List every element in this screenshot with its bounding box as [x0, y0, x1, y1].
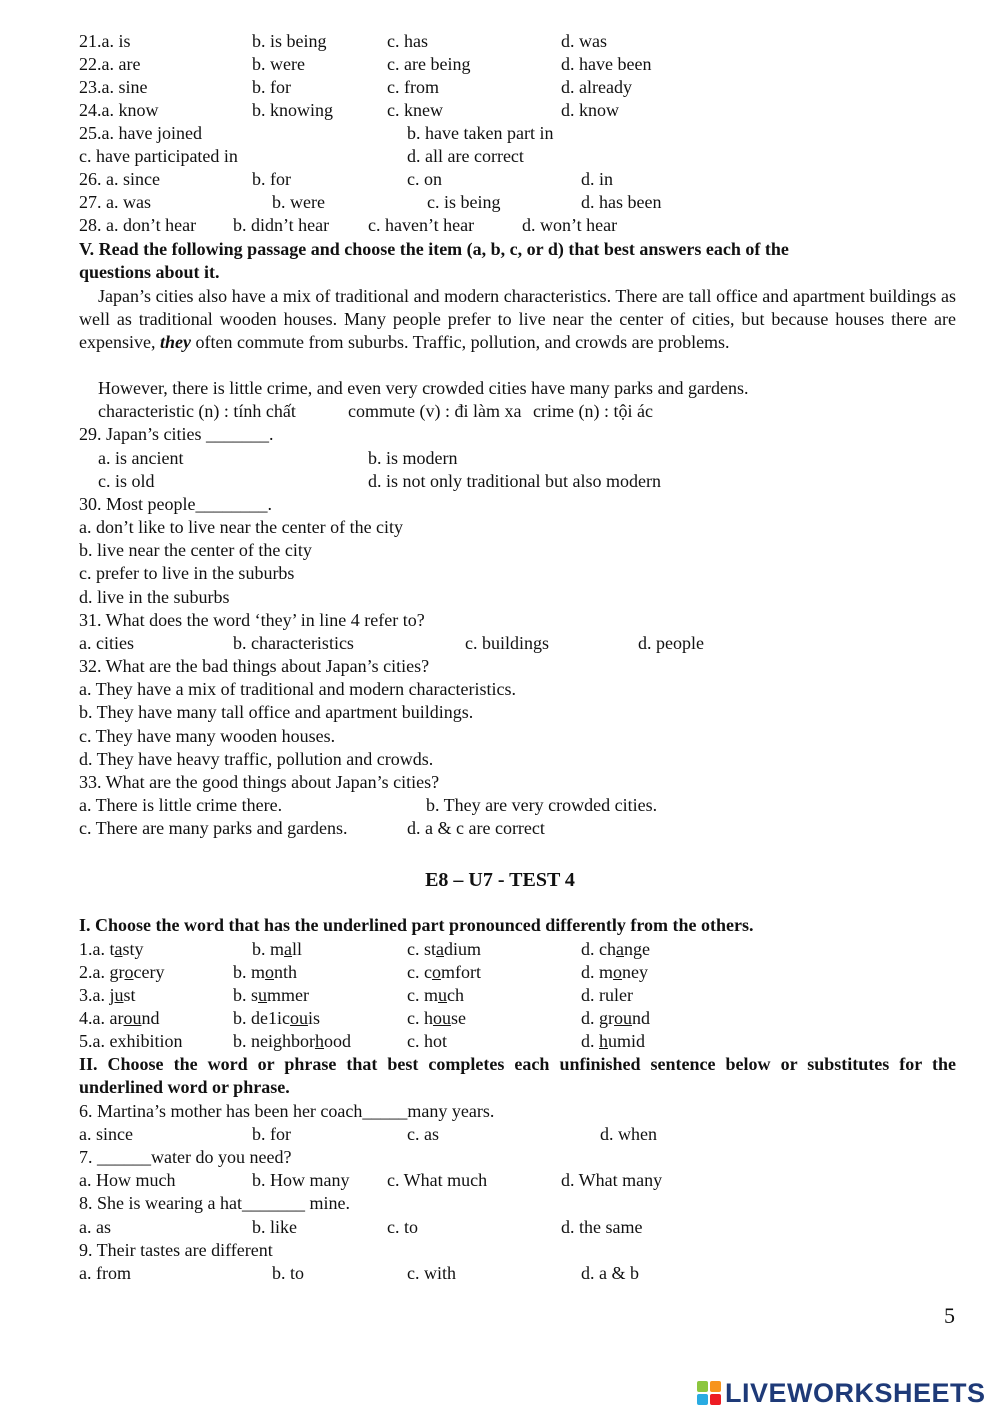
option-a: 4.a. around: [79, 1008, 160, 1028]
question-30-option-b: b. live near the center of the city: [79, 540, 312, 560]
pron-row-2: [0, 961, 1000, 984]
pron-row-5: [0, 1030, 1000, 1053]
question-7-stem: 7. ______water do you need?: [79, 1147, 292, 1167]
gloss-characteristic: characteristic (n) : tính chất: [98, 401, 296, 421]
option-d: d. when: [600, 1124, 657, 1144]
option-a: 28. a. don’t hear: [79, 215, 197, 235]
option-a: a. cities: [79, 633, 134, 653]
option-a: 21.a. is: [79, 31, 131, 51]
option-b: b. knowing: [252, 100, 333, 120]
question-33-stem: 33. What are the good things about Japan’s cities?: [79, 772, 440, 792]
option-b: b. de1icouis: [233, 1008, 320, 1028]
section-i-heading: I. Choose the word that has the underlined part pronounced differently from the others.: [79, 915, 754, 935]
question-28: [0, 214, 1000, 237]
option-b: b. summer: [233, 985, 310, 1005]
option-c: c. knew: [387, 100, 443, 120]
option-a: a. How much: [79, 1170, 176, 1190]
liveworksheets-icon: [697, 1381, 721, 1405]
question-22: [0, 53, 1000, 76]
option-d: d. won’t hear: [522, 215, 618, 235]
option-b: b. for: [252, 1124, 291, 1144]
option-d: d. humid: [581, 1031, 646, 1051]
option-c: c. are being: [387, 54, 471, 74]
glossary: [0, 400, 1000, 423]
question-9-options: [0, 1262, 1000, 1285]
option-b: b. for: [252, 77, 291, 97]
option-b: b. have taken part in: [407, 123, 554, 143]
option-d: d. is not only traditional but also modern: [368, 471, 661, 491]
question-31-stem: 31. What does the word ‘they’ in line 4 refer to?: [79, 610, 425, 630]
option-d: d. has been: [581, 192, 662, 212]
question-30-option-a: a. don’t like to live near the center of the city: [79, 517, 404, 537]
option-a: 24.a. know: [79, 100, 159, 120]
question-25-line1: [0, 122, 1000, 145]
section-v-heading-line2: questions about it.: [79, 262, 220, 282]
option-a: a. There is little crime there.: [79, 795, 283, 815]
option-a: a. since: [79, 1124, 133, 1144]
option-c: c. house: [407, 1008, 466, 1028]
pron-row-3: [0, 984, 1000, 1007]
option-d: d. in: [581, 169, 614, 189]
option-a: 23.a. sine: [79, 77, 148, 97]
passage-paragraph-1: Japan’s cities also have a mix of traditional and modern characteristics. There are tall office and apartment buildings as well as traditional wooden houses. Many people prefer to live near the center of cities, but because houses there are expensive, they often commute from suburbs. Traffic, pollution, and crowds are problems.: [79, 286, 956, 352]
option-a: 5.a. exhibition: [79, 1031, 183, 1051]
option-a: 25.a. have joined: [79, 123, 202, 143]
option-b: b. mall: [252, 939, 303, 959]
gloss-commute: commute (v) : đi làm xa: [348, 401, 522, 421]
question-32-option-c: c. They have many wooden houses.: [79, 726, 336, 746]
option-c: c. stadium: [407, 939, 482, 959]
question-33-line1: [0, 794, 1000, 817]
question-33-line2: [0, 817, 1000, 840]
question-30-option-d: d. live in the suburbs: [79, 587, 230, 607]
question-25-line2: [0, 145, 1000, 168]
option-a: 22.a. are: [79, 54, 141, 74]
option-a: a. from: [79, 1263, 131, 1283]
question-23: [0, 76, 1000, 99]
passage-paragraph-2: However, there is little crime, and even very crowded cities have many parks and gardens.: [98, 378, 749, 398]
option-d: d. all are correct: [407, 146, 524, 166]
question-6-stem: 6. Martina’s mother has been her coach_____many years.: [79, 1101, 495, 1121]
option-d: d. ruler: [581, 985, 633, 1005]
question-31-options: [0, 632, 1000, 655]
option-d: d. already: [561, 77, 632, 97]
option-c: c. is being: [427, 192, 501, 212]
question-29-stem: 29. Japan’s cities _______.: [79, 424, 274, 444]
option-c: c. buildings: [465, 633, 549, 653]
option-c: c. has: [387, 31, 428, 51]
option-c: c. There are many parks and gardens.: [79, 818, 348, 838]
option-d: d. What many: [561, 1170, 663, 1190]
option-d: d. change: [581, 939, 650, 959]
option-d: d. ground: [581, 1008, 650, 1028]
option-a: 1.a. tasty: [79, 939, 144, 959]
pron-row-1: [0, 938, 1000, 961]
option-c: c. haven’t hear: [368, 215, 475, 235]
option-a: 3.a. just: [79, 985, 136, 1005]
question-7-options: [0, 1169, 1000, 1192]
option-d: d. have been: [561, 54, 652, 74]
option-b: b. is modern: [368, 448, 458, 468]
option-d: d. a & c are correct: [407, 818, 545, 838]
question-29-line1: [0, 447, 1000, 470]
option-b: b. like: [252, 1217, 297, 1237]
question-24: [0, 99, 1000, 122]
question-8-options: [0, 1216, 1000, 1239]
option-d: d. the same: [561, 1217, 643, 1237]
option-b: b. to: [272, 1263, 305, 1283]
option-b: b. characteristics: [233, 633, 354, 653]
question-32-option-b: b. They have many tall office and apartment buildings.: [79, 702, 474, 722]
option-c: c. as: [407, 1124, 439, 1144]
option-b: b. for: [252, 169, 291, 189]
option-c: c. have participated in: [79, 146, 238, 166]
option-d: d. money: [581, 962, 649, 982]
question-9-stem: 9. Their tastes are different: [79, 1240, 273, 1260]
option-d: d. people: [638, 633, 704, 653]
option-c: c. What much: [387, 1170, 488, 1190]
option-b: b. is being: [252, 31, 327, 51]
option-b: b. neighborhood: [233, 1031, 351, 1051]
page-number: 5: [944, 1303, 955, 1328]
option-a: a. as: [79, 1217, 111, 1237]
option-c: c. is old: [98, 471, 155, 491]
gloss-crime: crime (n) : tội ác: [533, 401, 653, 421]
option-c: c. comfort: [407, 962, 481, 982]
question-32-option-a: a. They have a mix of traditional and modern characteristics.: [79, 679, 517, 699]
option-a: 2.a. grocery: [79, 962, 165, 982]
option-b: b. didn’t hear: [233, 215, 330, 235]
section-ii-heading: II. Choose the word or phrase that best completes each unfinished sentence below or substitutes for the underlined word or phrase.: [79, 1054, 956, 1097]
question-27: [0, 191, 1000, 214]
option-b: b. were: [252, 54, 305, 74]
option-a: 26. a. since: [79, 169, 160, 189]
question-32-option-d: d. They have heavy traffic, pollution and crowds.: [79, 749, 434, 769]
option-d: d. a & b: [581, 1263, 639, 1283]
option-c: c. to: [387, 1217, 418, 1237]
section-v-heading-line1: V. Read the following passage and choose the item (a, b, c, or d) that best answers each of the: [79, 239, 789, 259]
option-b: b. were: [272, 192, 325, 212]
option-b: b. How many: [252, 1170, 350, 1190]
option-c: c. with: [407, 1263, 456, 1283]
option-c: c. from: [387, 77, 439, 97]
question-29-line2: [0, 470, 1000, 493]
question-6-options: [0, 1123, 1000, 1146]
question-8-stem: 8. She is wearing a hat_______ mine.: [79, 1193, 350, 1213]
option-a: a. is ancient: [98, 448, 184, 468]
option-d: d. was: [561, 31, 607, 51]
question-30-stem: 30. Most people________.: [79, 494, 272, 514]
option-a: 27. a. was: [79, 192, 151, 212]
liveworksheets-text: LIVEWORKSHEETS: [725, 1377, 986, 1408]
option-c: c. hot: [407, 1031, 448, 1051]
test-title: E8 – U7 - TEST 4: [425, 869, 575, 891]
question-30-option-c: c. prefer to live in the suburbs: [79, 563, 295, 583]
emphasized-word-they: they: [159, 332, 191, 352]
pron-row-4: [0, 1007, 1000, 1030]
question-21: [0, 30, 1000, 53]
option-d: d. know: [561, 100, 619, 120]
option-c: c. on: [407, 169, 442, 189]
option-c: c. much: [407, 985, 464, 1005]
liveworksheets-logo[interactable]: [697, 1378, 986, 1408]
option-b: b. They are very crowded cities.: [426, 795, 658, 815]
option-b: b. month: [233, 962, 298, 982]
question-32-stem: 32. What are the bad things about Japan’s cities?: [79, 656, 430, 676]
question-26: [0, 168, 1000, 191]
